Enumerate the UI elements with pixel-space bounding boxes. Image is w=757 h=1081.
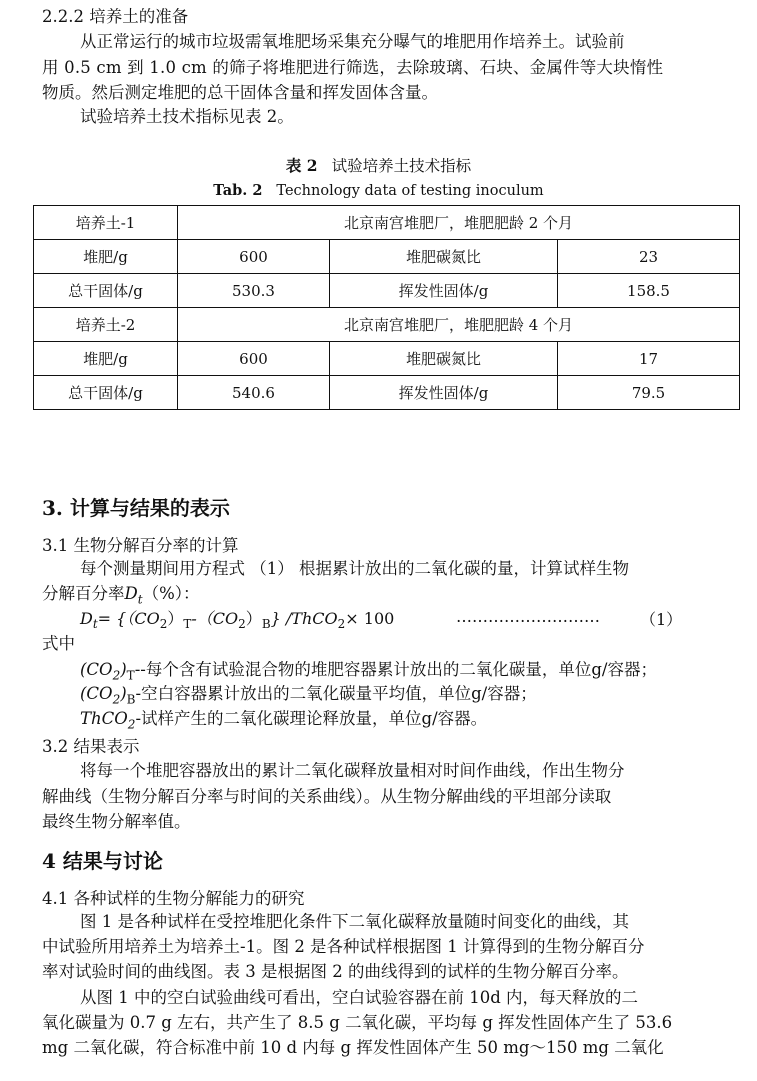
paragraph-line: 最终生物分解率值。: [42, 812, 191, 831]
def-symbol: (CO: [80, 684, 113, 703]
paragraph-line: 式中: [42, 634, 75, 653]
def-text: -试样产生的二氧化碳理论释放量，单位g/容器。: [135, 709, 488, 728]
table-cell: 堆肥/g: [34, 342, 178, 376]
eq-subscript: B: [261, 617, 271, 632]
paragraph-line: 中试验所用培养土为培养土-1。图 2 是各种试样根据图 1 计算得到的生物分解百分: [42, 937, 645, 956]
eq-subscript: t: [92, 617, 98, 632]
eq-part: ）: [167, 609, 184, 628]
table-cell: 79.5: [558, 376, 740, 410]
table-cell: 540.6: [178, 376, 330, 410]
eq-part: ）: [245, 609, 262, 628]
eq-part: × 100: [345, 609, 395, 628]
definition-line: [80, 707, 732, 736]
table-cell: 158.5: [558, 274, 740, 308]
eq-subscript: 2: [337, 617, 346, 632]
table-cell: 挥发性固体/g: [330, 274, 558, 308]
paragraph-line: 用 0.5 cm 到 1.0 cm 的筛子将堆肥进行筛选，去除玻璃、石块、金属件等大块惰性: [42, 58, 664, 77]
eq-part: -（CO: [191, 609, 239, 628]
table-cell: 挥发性固体/g: [330, 376, 558, 410]
def-subscript: T: [126, 668, 135, 683]
table-cell: 530.3: [178, 274, 330, 308]
eq-part: } /ThCO: [270, 609, 338, 628]
equation-dots: ………………………: [456, 607, 600, 626]
eq-subscript: 2: [238, 617, 246, 632]
inoculum-data-table: [33, 205, 740, 410]
table-row: [34, 376, 740, 410]
table-cell: 23: [558, 240, 740, 274]
paragraph-line: 率对试验时间的曲线图。表 3 是根据图 2 的曲线得到的试样的生物分解百分率。: [42, 962, 629, 981]
eq-subscript: T: [183, 617, 192, 632]
def-subscript: B: [126, 692, 136, 707]
table-cell: 600: [178, 240, 330, 274]
table-label-en: Tab. 2: [213, 182, 263, 199]
paragraph-line: 从正常运行的城市垃圾需氧堆肥场采集充分曝气的堆肥用作培养土。试验前: [80, 32, 625, 51]
paragraph-line: mg 二氧化碳，符合标准中前 10 d 内每 g 挥发性固体产生 50 mg～150 mg 二氧化: [42, 1038, 664, 1057]
text-run: （%）：: [142, 584, 200, 603]
table-title-en: Technology data of testing inoculum: [276, 183, 544, 199]
def-subscript: 2: [127, 717, 136, 732]
def-text: -空白容器累计放出的二氧化碳量平均值，单位g/容器；: [135, 684, 537, 703]
group-name-cell: 培养土-1: [34, 206, 178, 240]
table-cell: 堆肥/g: [34, 240, 178, 274]
section-3-2-heading: 3.2 结果表示: [42, 737, 140, 756]
def-symbol: ): [120, 684, 127, 703]
def-subscript: 2: [112, 668, 121, 683]
table-caption-en: [0, 182, 757, 199]
paragraph-line: 解曲线（生物分解百分率与时间的关系曲线）。从生物分解曲线的平坦部分读取: [42, 787, 612, 806]
table-cell: 17: [558, 342, 740, 376]
table-cell: 堆肥碳氮比: [330, 342, 558, 376]
eq-part: = {（CO: [97, 609, 160, 628]
section-2-2-2-heading: 2.2.2 培养土的准备: [42, 7, 189, 26]
section-3-1-heading: 3.1 生物分解百分率的计算: [42, 536, 239, 555]
section-3-heading: 3. 计算与结果的表示: [42, 496, 230, 520]
def-symbol: (CO: [80, 660, 113, 679]
paragraph-line: 物质。然后测定堆肥的总干固体含量和挥发固体含量。: [42, 83, 438, 102]
table-row: [34, 206, 740, 240]
def-text: --每个含有试验混合物的堆肥容器累计放出的二氧化碳量，单位g/容器；: [134, 660, 657, 679]
text-run: 分解百分率: [42, 584, 125, 603]
table-row: [34, 308, 740, 342]
equation-number: （1）: [640, 610, 683, 629]
eq-subscript: 2: [159, 617, 168, 632]
table-row: [34, 342, 740, 376]
group-name-cell: 培养土-2: [34, 308, 178, 342]
table-label-cn: 表 2: [285, 156, 318, 175]
def-symbol: ThCO: [80, 709, 128, 728]
section-4-heading: 4 结果与讨论: [42, 849, 163, 873]
symbol: D: [124, 584, 138, 603]
table-title-cn: 试验培养土技术指标: [331, 157, 472, 175]
table-cell: 堆肥碳氮比: [330, 240, 558, 274]
table-row: [34, 240, 740, 274]
section-4-1-heading: 4.1 各种试样的生物分解能力的研究: [42, 889, 305, 908]
eq-symbol: D: [80, 609, 93, 628]
paragraph-line: 试验培养土技术指标见表 2。: [80, 107, 294, 126]
table-row: [34, 274, 740, 308]
def-subscript: 2: [112, 692, 121, 707]
symbol-subscript: t: [137, 592, 143, 607]
paragraph-line: 将每一个堆肥容器放出的累计二氧化碳释放量相对时间作曲线，作出生物分: [80, 761, 625, 780]
paragraph-line: 氧化碳量为 0.7 g 左右，共产生了 8.5 g 二氧化碳，平均每 g 挥发性固体产生了 53.6: [42, 1013, 673, 1032]
paragraph-line: 从图 1 中的空白试验曲线可看出，空白试验容器在前 10d 内，每天释放的二: [80, 988, 639, 1007]
group-source-cell: 北京南宫堆肥厂，堆肥肥龄 4 个月: [178, 308, 740, 342]
table-caption-cn: [0, 154, 757, 176]
paragraph-line: 每个测量期间用方程式 （1） 根据累计放出的二氧化碳的量，计算试样生物: [80, 559, 629, 578]
table-cell: 总干固体/g: [34, 376, 178, 410]
table-cell: 600: [178, 342, 330, 376]
table-cell: 总干固体/g: [34, 274, 178, 308]
group-source-cell: 北京南宫堆肥厂，堆肥肥龄 2 个月: [178, 206, 740, 240]
paragraph-line: 图 1 是各种试样在受控堆肥化条件下二氧化碳释放量随时间变化的曲线，其: [80, 912, 629, 931]
def-symbol: ): [120, 660, 127, 679]
